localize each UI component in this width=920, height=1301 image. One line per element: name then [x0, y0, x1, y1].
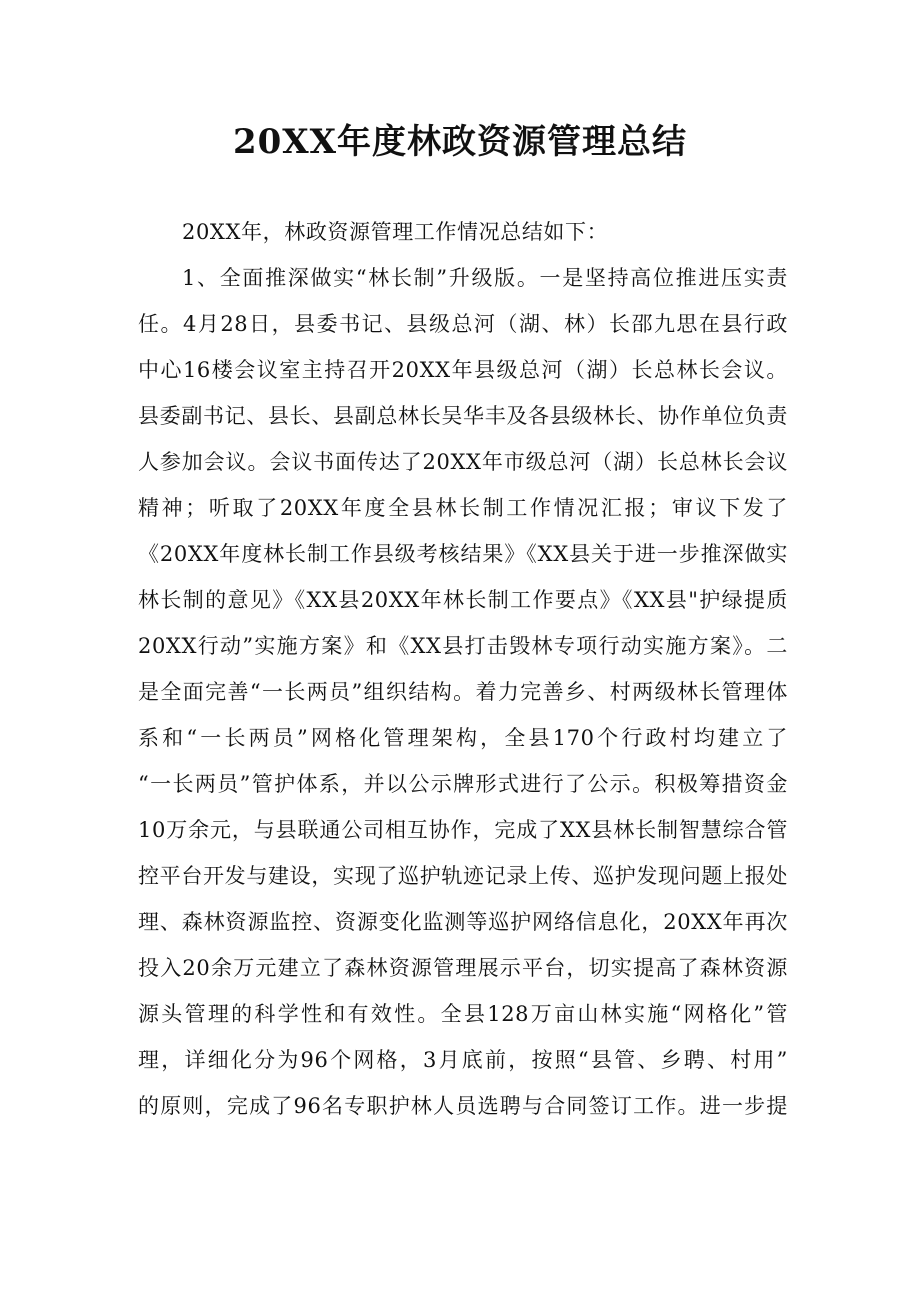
- body-line: 控平台开发与建设，实现了巡护轨迹记录上传、巡护发现问题上报处: [138, 864, 788, 888]
- body-line: 县委副书记、县长、县副总林长吴华丰及各县级林长、协作单位负责: [138, 404, 788, 428]
- body-line: 投入20余万元建立了森林资源管理展示平台，切实提高了森林资源: [138, 956, 788, 980]
- body-line: 10万余元，与县联通公司相互协作，完成了XX县林长制智慧综合管: [138, 818, 788, 842]
- body-line: 精神；听取了20XX年度全县林长制工作情况汇报；审议下发了: [138, 496, 788, 520]
- body-line: 系和“一长两员”网格化管理架构，全县170个行政村均建立了: [138, 726, 788, 750]
- body-line: 理，详细化分为96个网格，3月底前，按照“县管、乡聘、村用”: [138, 1048, 788, 1072]
- body-line: “一长两员”管护体系，并以公示牌形式进行了公示。积极筹措资金: [138, 772, 788, 796]
- body-line: 人参加会议。会议书面传达了20XX年市级总河（湖）长总林长会议: [138, 450, 788, 474]
- body-line: 20XX年，林政资源管理工作情况总结如下：: [182, 220, 609, 244]
- body-line: 源头管理的科学性和有效性。全县128万亩山林实施“网格化”管: [138, 1002, 788, 1026]
- body-line: 《20XX年度林长制工作县级考核结果》《XX县关于进一步推深做实: [138, 542, 788, 566]
- body-line: 的原则，完成了96名专职护林人员选聘与合同签订工作。进一步提: [138, 1094, 788, 1118]
- body-line: 是全面完善“一长两员”组织结构。着力完善乡、村两级林长管理体: [138, 680, 788, 704]
- document-title: 20XX年度林政资源管理总结: [232, 122, 688, 162]
- body-line: 任。4月28日，县委书记、县级总河（湖、林）长邵九思在县行政: [138, 312, 788, 336]
- body-line: 中心16楼会议室主持召开20XX年县级总河（湖）长总林长会议。: [138, 358, 788, 382]
- body-line: 1、全面推深做实“林长制”升级版。一是坚持高位推进压实责: [182, 266, 788, 290]
- body-line: 理、森林资源监控、资源变化监测等巡护网络信息化，20XX年再次: [138, 910, 788, 934]
- body-line: 林长制的意见》《XX县20XX年林长制工作要点》《XX县"护绿提质: [138, 588, 788, 612]
- body-line: 20XX行动”实施方案》和《XX县打击毁林专项行动实施方案》。二: [138, 634, 788, 658]
